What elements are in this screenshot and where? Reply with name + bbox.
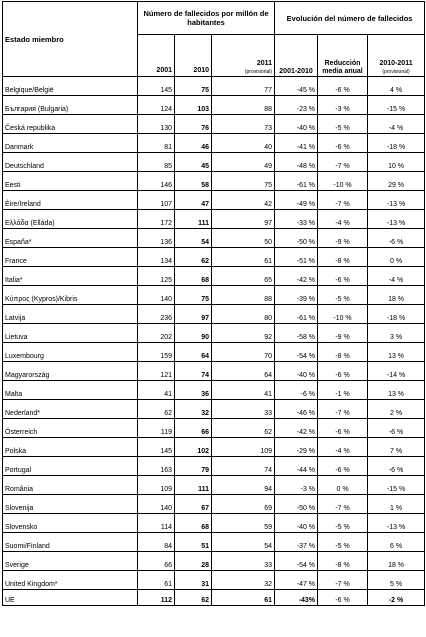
cell-avg-reduction: -8 % bbox=[318, 248, 368, 267]
table-row bbox=[3, 248, 425, 267]
cell-change-2010-2011: 18 % bbox=[368, 552, 425, 571]
cell-2001: 125 bbox=[138, 267, 175, 286]
cell-avg-reduction: -6 % bbox=[318, 362, 368, 381]
road-deaths-table bbox=[2, 1, 425, 606]
header-2011-note: (provisional) bbox=[244, 69, 273, 75]
cell-2010: 62 bbox=[175, 248, 212, 267]
cell-2010: 54 bbox=[175, 229, 212, 248]
cell-change-2001-2010: -44 % bbox=[275, 457, 318, 476]
cell-2011: 33 bbox=[212, 552, 275, 571]
cell-change-2010-2011: -13 % bbox=[368, 210, 425, 229]
cell-avg-reduction: -8 % bbox=[318, 552, 368, 571]
cell-change-2010-2011: 0 % bbox=[368, 248, 425, 267]
cell-2001: 66 bbox=[138, 552, 175, 571]
cell-2011: 41 bbox=[212, 381, 275, 400]
cell-change-2010-2011: -15 % bbox=[368, 96, 425, 115]
cell-change-2010-2011: 6 % bbox=[368, 533, 425, 552]
cell-change-2010-2011: -2 % bbox=[368, 590, 425, 606]
cell-2011: 61 bbox=[212, 590, 275, 606]
cell-avg-reduction: -6 % bbox=[318, 267, 368, 286]
cell-2011: 109 bbox=[212, 438, 275, 457]
cell-2010: 79 bbox=[175, 457, 212, 476]
cell-2011: 73 bbox=[212, 115, 275, 134]
cell-avg-reduction: -7 % bbox=[318, 571, 368, 590]
cell-2011: 74 bbox=[212, 457, 275, 476]
table-row bbox=[3, 210, 425, 229]
cell-2010: 74 bbox=[175, 362, 212, 381]
cell-2001: 172 bbox=[138, 210, 175, 229]
cell-2011: 40 bbox=[212, 134, 275, 153]
table-row bbox=[3, 324, 425, 343]
cell-state: Κύπρος (Kypros)/Kibris bbox=[3, 286, 138, 305]
cell-change-2010-2011: 18 % bbox=[368, 286, 425, 305]
cell-2011: 94 bbox=[212, 476, 275, 495]
cell-change-2010-2011: 29 % bbox=[368, 172, 425, 191]
cell-change-2010-2011: 13 % bbox=[368, 343, 425, 362]
cell-2001: 140 bbox=[138, 286, 175, 305]
header-2010: 2010 bbox=[175, 35, 212, 77]
table-row bbox=[3, 552, 425, 571]
cell-2001: 163 bbox=[138, 457, 175, 476]
cell-state: España* bbox=[3, 229, 138, 248]
cell-state: Latvija bbox=[3, 305, 138, 324]
cell-avg-reduction: -6 % bbox=[318, 134, 368, 153]
table-row bbox=[3, 514, 425, 533]
cell-state: Éire/Ireland bbox=[3, 191, 138, 210]
cell-2001: 159 bbox=[138, 343, 175, 362]
cell-2001: 124 bbox=[138, 96, 175, 115]
cell-2001: 130 bbox=[138, 115, 175, 134]
cell-change-2010-2011: 5 % bbox=[368, 571, 425, 590]
header-2010-2011 bbox=[368, 35, 425, 77]
cell-2011: 49 bbox=[212, 153, 275, 172]
table-row bbox=[3, 457, 425, 476]
cell-2010: 58 bbox=[175, 172, 212, 191]
cell-change-2001-2010: -33 % bbox=[275, 210, 318, 229]
cell-state: Eesti bbox=[3, 172, 138, 191]
cell-2011: 69 bbox=[212, 495, 275, 514]
cell-2011: 54 bbox=[212, 533, 275, 552]
cell-change-2001-2010: -50 % bbox=[275, 495, 318, 514]
header-2010-2011-period: 2010-2011 bbox=[379, 60, 413, 67]
cell-2010: 67 bbox=[175, 495, 212, 514]
cell-avg-reduction: -7 % bbox=[318, 191, 368, 210]
cell-change-2001-2010: -54 % bbox=[275, 552, 318, 571]
cell-2010: 62 bbox=[175, 590, 212, 606]
header-2001: 2001 bbox=[138, 35, 175, 77]
cell-2010: 36 bbox=[175, 381, 212, 400]
cell-2001: 202 bbox=[138, 324, 175, 343]
header-2011 bbox=[212, 35, 275, 77]
cell-change-2010-2011: -6 % bbox=[368, 229, 425, 248]
cell-2011: 42 bbox=[212, 191, 275, 210]
table-row bbox=[3, 476, 425, 495]
cell-2001: 41 bbox=[138, 381, 175, 400]
cell-2001: 145 bbox=[138, 77, 175, 96]
cell-state: Lietuva bbox=[3, 324, 138, 343]
cell-change-2010-2011: 2 % bbox=[368, 400, 425, 419]
cell-state: Italia* bbox=[3, 267, 138, 286]
cell-change-2001-2010: -49 % bbox=[275, 191, 318, 210]
cell-change-2010-2011: -14 % bbox=[368, 362, 425, 381]
cell-avg-reduction: -6 % bbox=[318, 590, 368, 606]
cell-change-2001-2010: -39 % bbox=[275, 286, 318, 305]
cell-state: Magyarország bbox=[3, 362, 138, 381]
cell-change-2010-2011: -15 % bbox=[368, 476, 425, 495]
cell-avg-reduction: -7 % bbox=[318, 495, 368, 514]
cell-2010: 51 bbox=[175, 533, 212, 552]
cell-2010: 46 bbox=[175, 134, 212, 153]
cell-2011: 80 bbox=[212, 305, 275, 324]
cell-change-2001-2010: -61 % bbox=[275, 305, 318, 324]
cell-2011: 50 bbox=[212, 229, 275, 248]
cell-change-2001-2010: -40 % bbox=[275, 514, 318, 533]
cell-2010: 102 bbox=[175, 438, 212, 457]
table-row bbox=[3, 286, 425, 305]
cell-state: Danmark bbox=[3, 134, 138, 153]
cell-state: Slovenija bbox=[3, 495, 138, 514]
cell-state: Luxembourg bbox=[3, 343, 138, 362]
cell-2010: 75 bbox=[175, 77, 212, 96]
cell-avg-reduction: -9 % bbox=[318, 229, 368, 248]
cell-2001: 81 bbox=[138, 134, 175, 153]
cell-change-2010-2011: -18 % bbox=[368, 305, 425, 324]
header-2001-2010: 2001-2010 bbox=[275, 35, 318, 77]
cell-2010: 97 bbox=[175, 305, 212, 324]
cell-change-2010-2011: -6 % bbox=[368, 457, 425, 476]
cell-2001: 121 bbox=[138, 362, 175, 381]
cell-state: Österreich bbox=[3, 419, 138, 438]
cell-change-2001-2010: -47 % bbox=[275, 571, 318, 590]
cell-2010: 31 bbox=[175, 571, 212, 590]
cell-avg-reduction: -4 % bbox=[318, 438, 368, 457]
cell-change-2001-2010: -42 % bbox=[275, 267, 318, 286]
cell-2010: 64 bbox=[175, 343, 212, 362]
header-2010-2011-note: (provisional) bbox=[382, 69, 410, 75]
table-row bbox=[3, 343, 425, 362]
cell-change-2001-2010: -43% bbox=[275, 590, 318, 606]
table-row bbox=[3, 381, 425, 400]
cell-avg-reduction: -1 % bbox=[318, 381, 368, 400]
cell-2011: 70 bbox=[212, 343, 275, 362]
cell-change-2010-2011: 3 % bbox=[368, 324, 425, 343]
cell-2001: 84 bbox=[138, 533, 175, 552]
cell-avg-reduction: -3 % bbox=[318, 96, 368, 115]
cell-avg-reduction: -5 % bbox=[318, 286, 368, 305]
cell-change-2010-2011: -13 % bbox=[368, 191, 425, 210]
cell-2011: 59 bbox=[212, 514, 275, 533]
cell-2010: 66 bbox=[175, 419, 212, 438]
table-row bbox=[3, 571, 425, 590]
cell-2010: 47 bbox=[175, 191, 212, 210]
cell-change-2001-2010: -23 % bbox=[275, 96, 318, 115]
cell-2001: 140 bbox=[138, 495, 175, 514]
cell-2011: 77 bbox=[212, 77, 275, 96]
cell-2001: 107 bbox=[138, 191, 175, 210]
cell-change-2001-2010: -3 % bbox=[275, 476, 318, 495]
cell-state: Polska bbox=[3, 438, 138, 457]
cell-state: United Kingdom* bbox=[3, 571, 138, 590]
header-evolution: Evolución del número de fallecidos bbox=[275, 2, 425, 35]
cell-state: Nederland* bbox=[3, 400, 138, 419]
cell-avg-reduction: -10 % bbox=[318, 305, 368, 324]
cell-2001: 62 bbox=[138, 400, 175, 419]
cell-change-2010-2011: 10 % bbox=[368, 153, 425, 172]
cell-change-2001-2010: -50 % bbox=[275, 229, 318, 248]
cell-state: Sverige bbox=[3, 552, 138, 571]
cell-2001: 145 bbox=[138, 438, 175, 457]
cell-2001: 236 bbox=[138, 305, 175, 324]
table-row bbox=[3, 267, 425, 286]
table-row bbox=[3, 77, 425, 96]
cell-2001: 136 bbox=[138, 229, 175, 248]
cell-change-2001-2010: -45 % bbox=[275, 77, 318, 96]
table-row bbox=[3, 362, 425, 381]
cell-avg-reduction: -7 % bbox=[318, 153, 368, 172]
table-row bbox=[3, 400, 425, 419]
cell-avg-reduction: -6 % bbox=[318, 419, 368, 438]
cell-change-2001-2010: -40 % bbox=[275, 115, 318, 134]
cell-state: Belgique/België bbox=[3, 77, 138, 96]
table-row bbox=[3, 495, 425, 514]
cell-state: Ελλάδα (Elláda) bbox=[3, 210, 138, 229]
cell-state: Portugal bbox=[3, 457, 138, 476]
table-row bbox=[3, 172, 425, 191]
cell-change-2001-2010: -61 % bbox=[275, 172, 318, 191]
cell-2001: 134 bbox=[138, 248, 175, 267]
cell-state: Slovensko bbox=[3, 514, 138, 533]
cell-avg-reduction: 0 % bbox=[318, 476, 368, 495]
cell-2011: 75 bbox=[212, 172, 275, 191]
header-state: Estado miembro bbox=[3, 2, 138, 77]
cell-2011: 64 bbox=[212, 362, 275, 381]
cell-2001: 109 bbox=[138, 476, 175, 495]
table-row bbox=[3, 134, 425, 153]
cell-2010: 28 bbox=[175, 552, 212, 571]
cell-avg-reduction: -9 % bbox=[318, 324, 368, 343]
cell-2011: 92 bbox=[212, 324, 275, 343]
cell-change-2001-2010: -51 % bbox=[275, 248, 318, 267]
cell-2011: 33 bbox=[212, 400, 275, 419]
cell-state: România bbox=[3, 476, 138, 495]
cell-2010: 111 bbox=[175, 476, 212, 495]
cell-avg-reduction: -6 % bbox=[318, 77, 368, 96]
cell-2011: 88 bbox=[212, 96, 275, 115]
cell-change-2001-2010: -6 % bbox=[275, 381, 318, 400]
cell-change-2010-2011: 1 % bbox=[368, 495, 425, 514]
cell-2010: 75 bbox=[175, 286, 212, 305]
table-body bbox=[3, 77, 425, 606]
cell-2010: 76 bbox=[175, 115, 212, 134]
header-avg-reduction: Reducción media anual bbox=[318, 35, 368, 77]
header-2011-year: 2011 bbox=[256, 60, 273, 67]
cell-2001: 119 bbox=[138, 419, 175, 438]
cell-2011: 97 bbox=[212, 210, 275, 229]
cell-2010: 45 bbox=[175, 153, 212, 172]
header-row-groups bbox=[3, 2, 425, 35]
cell-2001: 85 bbox=[138, 153, 175, 172]
cell-change-2010-2011: 7 % bbox=[368, 438, 425, 457]
cell-avg-reduction: -6 % bbox=[318, 457, 368, 476]
cell-2011: 61 bbox=[212, 248, 275, 267]
cell-change-2010-2011: -4 % bbox=[368, 267, 425, 286]
cell-avg-reduction: -5 % bbox=[318, 115, 368, 134]
cell-change-2010-2011: -6 % bbox=[368, 419, 425, 438]
cell-2011: 65 bbox=[212, 267, 275, 286]
cell-change-2001-2010: -42 % bbox=[275, 419, 318, 438]
cell-change-2001-2010: -54 % bbox=[275, 343, 318, 362]
cell-change-2001-2010: -40 % bbox=[275, 362, 318, 381]
cell-avg-reduction: -5 % bbox=[318, 533, 368, 552]
cell-2011: 32 bbox=[212, 571, 275, 590]
table-row bbox=[3, 305, 425, 324]
cell-avg-reduction: -7 % bbox=[318, 400, 368, 419]
table-row bbox=[3, 115, 425, 134]
table-row bbox=[3, 191, 425, 210]
cell-change-2010-2011: 4 % bbox=[368, 77, 425, 96]
cell-2001: 146 bbox=[138, 172, 175, 191]
cell-state: Deutschland bbox=[3, 153, 138, 172]
cell-2011: 88 bbox=[212, 286, 275, 305]
cell-avg-reduction: -10 % bbox=[318, 172, 368, 191]
table-row bbox=[3, 96, 425, 115]
cell-avg-reduction: -5 % bbox=[318, 514, 368, 533]
cell-change-2001-2010: -37 % bbox=[275, 533, 318, 552]
table-row bbox=[3, 153, 425, 172]
cell-state: France bbox=[3, 248, 138, 267]
table-row bbox=[3, 438, 425, 457]
cell-change-2001-2010: -41 % bbox=[275, 134, 318, 153]
cell-change-2001-2010: -46 % bbox=[275, 400, 318, 419]
cell-change-2010-2011: -18 % bbox=[368, 134, 425, 153]
table-row bbox=[3, 533, 425, 552]
header-deaths-per-million: Número de fallecidos por millón de habitantes bbox=[138, 2, 275, 35]
cell-change-2001-2010: -58 % bbox=[275, 324, 318, 343]
cell-change-2010-2011: 13 % bbox=[368, 381, 425, 400]
cell-state: Suomi/Finland bbox=[3, 533, 138, 552]
cell-state: UE bbox=[3, 590, 138, 606]
table-row bbox=[3, 419, 425, 438]
cell-2010: 68 bbox=[175, 514, 212, 533]
cell-2010: 90 bbox=[175, 324, 212, 343]
cell-change-2010-2011: -4 % bbox=[368, 115, 425, 134]
cell-state: Malta bbox=[3, 381, 138, 400]
cell-2010: 32 bbox=[175, 400, 212, 419]
table-row bbox=[3, 229, 425, 248]
table-row-total bbox=[3, 590, 425, 606]
cell-2010: 68 bbox=[175, 267, 212, 286]
cell-change-2010-2011: -13 % bbox=[368, 514, 425, 533]
cell-change-2001-2010: -48 % bbox=[275, 153, 318, 172]
cell-2001: 61 bbox=[138, 571, 175, 590]
cell-2010: 111 bbox=[175, 210, 212, 229]
cell-change-2001-2010: -29 % bbox=[275, 438, 318, 457]
cell-2001: 114 bbox=[138, 514, 175, 533]
cell-state: България (Bulgaria) bbox=[3, 96, 138, 115]
cell-2010: 103 bbox=[175, 96, 212, 115]
cell-avg-reduction: -8 % bbox=[318, 343, 368, 362]
cell-state: Česká republika bbox=[3, 115, 138, 134]
cell-2011: 62 bbox=[212, 419, 275, 438]
cell-2001: 112 bbox=[138, 590, 175, 606]
cell-avg-reduction: -4 % bbox=[318, 210, 368, 229]
